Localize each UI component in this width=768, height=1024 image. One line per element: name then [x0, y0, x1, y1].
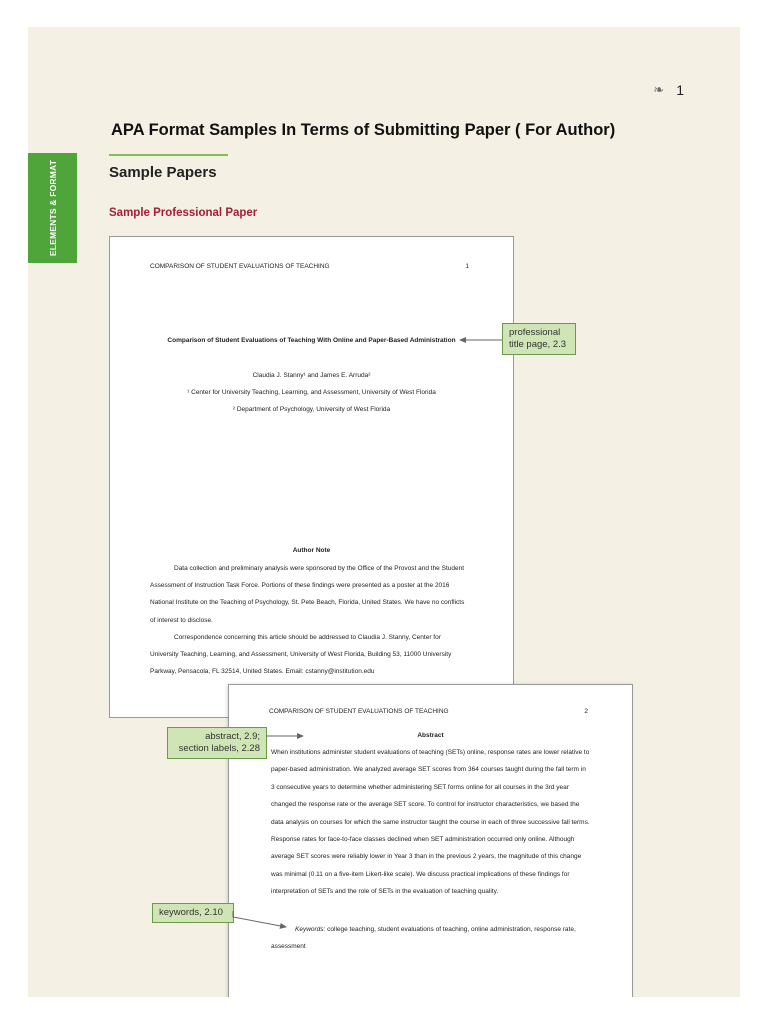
running-head-text: COMPARISON OF STUDENT EVALUATIONS OF TEACHING: [269, 708, 449, 715]
arrow-keywords: [233, 911, 286, 927]
author-byline: Claudia J. Stanny¹ and James E. Arruda²: [252, 372, 371, 379]
callout-line: abstract, 2.9;: [205, 731, 260, 742]
affiliation-1: ¹ Center for University Teaching, Learning, and Assessment, University of West Florida: [187, 389, 436, 396]
paper-title: Comparison of Student Evaluations of Teaching With Online and Paper-Based Administration: [167, 337, 456, 344]
fleuron-icon: ❧: [653, 82, 665, 97]
book-page: [28, 27, 740, 997]
affiliation-2: ² Department of Psychology, University of West Florida: [232, 406, 391, 413]
running-head-text: COMPARISON OF STUDENT EVALUATIONS OF TEACHING: [150, 263, 330, 270]
author-note-heading: Author Note: [292, 547, 331, 554]
subsection-title: Sample Professional Paper: [109, 207, 258, 219]
callout-line: title page, 2.3: [509, 339, 567, 350]
section-title: Sample Papers: [109, 164, 217, 181]
abstract-text: When institutions administer student evaluations of teaching (SETs) online, response rates are lower relative to paper-based administration. We analyzed average SET scores from 364 courses taught during the fall term in 3 consecutive years to determine whether administering SET forms online for all courses in the 3rd year changed the response rate or the average SET score. To control for instructor characteristics, we based the data analysis on courses for which the same instructor taught the course in each of three successive fall terms. Response rates for face-to-face classes declined when SET administration occurred only online. Although average SET scores were reliably lower in Year 3 than in the previous 2 years, the magnitude of this change was minimal (0.11 on a five-item Likert-like scale). We discuss practical implications of these findings for interpretation of SETs and the role of SETs in the evaluation of teaching quality.: [271, 749, 590, 896]
running-head-page: 1: [465, 263, 469, 270]
callout-line: professional: [509, 327, 561, 338]
running-head-page: 2: [584, 708, 588, 715]
keywords-label: Keywords:: [295, 926, 326, 933]
page-title: APA Format Samples In Terms of Submitting Paper ( For Author): [111, 121, 616, 139]
keywords-text: college teaching, student evaluations of teaching, online administration, response rate, assessment: [271, 926, 576, 951]
abstract-heading: Abstract: [417, 732, 444, 739]
page-number: 1: [676, 82, 684, 98]
author-note-paragraph-1: Data collection and preliminary analysis were sponsored by the Office of the Provost and the Student Assessment of Instruction Task Force. Portions of these findings were presented as a poster at the 2016 National Institute on the Teaching of Psychology, St. Pete Beach, Florida, United States. We have no conflicts of interest to disclose.: [150, 565, 465, 624]
callout-arrows: [28, 27, 740, 997]
side-tab-label: ELEMENTS & FORMAT: [47, 159, 58, 257]
author-note-paragraph-2: Correspondence concerning this article should be addressed to Claudia J. Stanny, Center for University Teaching, Learning, and Assessment, University of West Florida, Building 53, 11000 University Parkway, Pensacola, FL 32514, United States. Email: cstanny@institution.edu: [150, 633, 452, 676]
callout-line: keywords, 2.10: [159, 907, 223, 918]
callout-line: section labels, 2.28: [178, 743, 260, 754]
